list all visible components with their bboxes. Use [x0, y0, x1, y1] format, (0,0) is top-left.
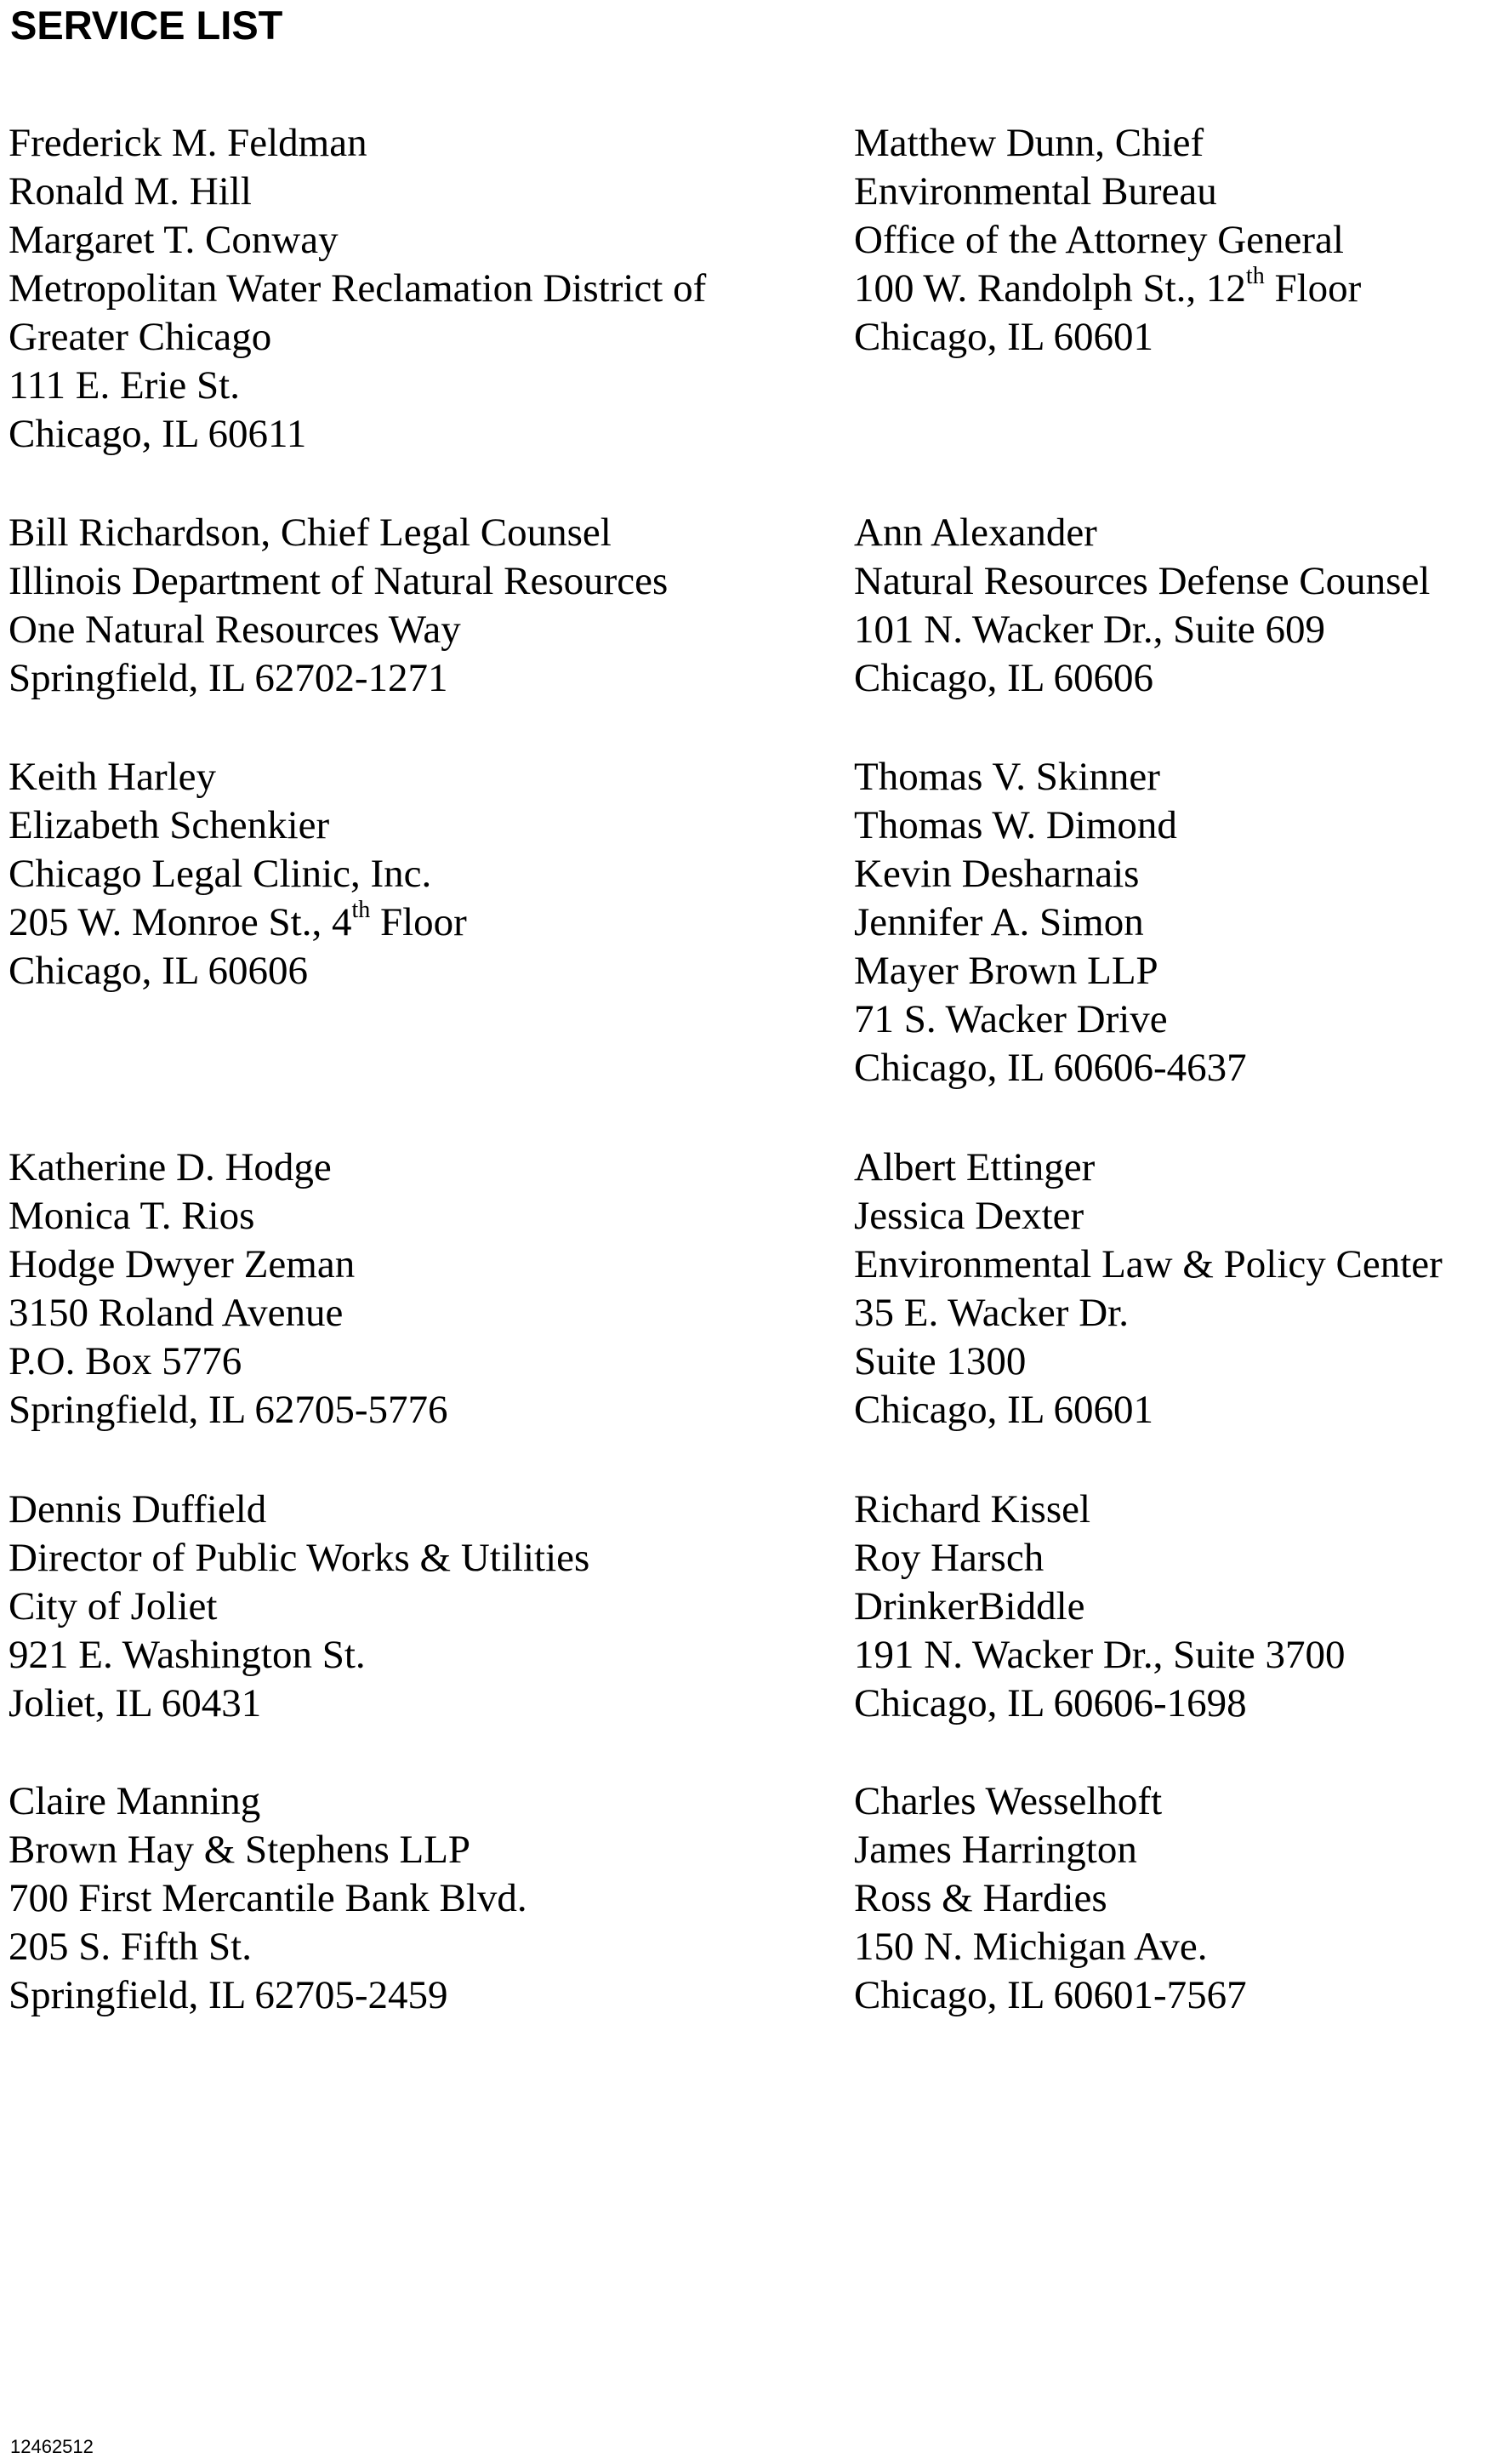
service-entry-drinker-biddle — [854, 1486, 1346, 1728]
entry-line: 150 N. Michigan Ave. — [854, 1925, 1208, 1969]
entry-line: Chicago, IL 60606-4637 — [854, 1046, 1247, 1090]
ordinal-suffix: th — [1245, 263, 1265, 290]
service-entry-mayer-brown — [854, 753, 1247, 1092]
entry-line: Charles Wesselhoft — [854, 1779, 1163, 1823]
entry-line: Frederick M. Feldman — [9, 121, 367, 165]
document-number: 12462512 — [10, 2436, 94, 2457]
service-entry-elpc — [854, 1144, 1443, 1434]
entry-line: Elizabeth Schenkier — [9, 803, 330, 847]
entry-line: Chicago, IL 60601 — [854, 1388, 1153, 1432]
ordinal-suffix: th — [351, 897, 371, 924]
entry-line: Keith Harley — [9, 755, 217, 799]
service-entry-ross-hardies — [854, 1777, 1247, 2020]
street-text-end: Floor — [1264, 266, 1362, 311]
entry-line: DrinkerBiddle — [854, 1584, 1085, 1628]
entry-line: One Natural Resources Way — [9, 607, 461, 652]
entry-line: Chicago, IL 60611 — [9, 412, 307, 456]
entry-line: 71 S. Wacker Drive — [854, 997, 1168, 1041]
entry-line: Kevin Desharnais — [854, 852, 1140, 896]
entry-line: Ann Alexander — [854, 510, 1097, 555]
entry-line: Natural Resources Defense Counsel — [854, 559, 1431, 603]
entry-street-line — [854, 265, 1361, 313]
entry-line: Chicago Legal Clinic, Inc. — [9, 852, 432, 896]
street-text-end: Floor — [370, 900, 467, 944]
entry-line: Brown Hay & Stephens LLP — [9, 1828, 471, 1872]
entry-line: Chicago, IL 60601-7567 — [854, 1973, 1247, 2017]
entry-line: Hodge Dwyer Zeman — [9, 1242, 356, 1286]
entry-line: 101 N. Wacker Dr., Suite 609 — [854, 607, 1326, 652]
entry-line: Roy Harsch — [854, 1536, 1044, 1580]
entry-line: Springfield, IL 62705-5776 — [9, 1388, 448, 1432]
entry-line: James Harrington — [854, 1828, 1137, 1872]
service-entry-idnr — [9, 509, 668, 703]
entry-line: Illinois Department of Natural Resources — [9, 559, 669, 603]
service-entry-hodge-dwyer-zeman — [9, 1144, 448, 1434]
service-entry-chicago-legal-clinic — [9, 753, 467, 995]
service-entry-mwrd — [9, 119, 706, 459]
entry-line: Chicago, IL 60606-1698 — [854, 1681, 1247, 1725]
service-entry-city-of-joliet — [9, 1486, 589, 1728]
entry-line: Dennis Duffield — [9, 1487, 267, 1531]
entry-line: Springfield, IL 62702-1271 — [9, 656, 448, 700]
service-entry-nrdc — [854, 509, 1430, 703]
service-entry-brown-hay-stephens — [9, 1777, 527, 2020]
entry-line: Office of the Attorney General — [854, 218, 1344, 262]
entry-line: Environmental Bureau — [854, 169, 1217, 214]
entry-line: 700 First Mercantile Bank Blvd. — [9, 1876, 527, 1920]
entry-line: Chicago, IL 60606 — [9, 949, 308, 993]
entry-line: Joliet, IL 60431 — [9, 1681, 262, 1725]
entry-line: Chicago, IL 60601 — [854, 315, 1153, 359]
entry-line: City of Joliet — [9, 1584, 218, 1628]
entry-line: Thomas V. Skinner — [854, 755, 1160, 799]
entry-line: Mayer Brown LLP — [854, 949, 1158, 993]
entry-line: Jennifer A. Simon — [854, 900, 1144, 944]
entry-line: 921 E. Washington St. — [9, 1633, 366, 1677]
entry-line: Monica T. Rios — [9, 1194, 255, 1238]
entry-line: Springfield, IL 62705-2459 — [9, 1973, 448, 2017]
entry-line: Chicago, IL 60606 — [854, 656, 1153, 700]
entry-line: 205 S. Fifth St. — [9, 1925, 252, 1969]
entry-line: Margaret T. Conway — [9, 218, 339, 262]
entry-line: 35 E. Wacker Dr. — [854, 1291, 1129, 1335]
page-title: SERVICE LIST — [10, 3, 283, 48]
street-text: 205 W. Monroe St., 4 — [9, 900, 352, 944]
entry-line: Matthew Dunn, Chief — [854, 121, 1204, 165]
entry-street-line — [9, 898, 467, 947]
entry-line: Bill Richardson, Chief Legal Counsel — [9, 510, 612, 555]
entry-line: Suite 1300 — [854, 1339, 1027, 1383]
entry-line: 3150 Roland Avenue — [9, 1291, 344, 1335]
entry-line: Ronald M. Hill — [9, 169, 252, 214]
entry-line: 191 N. Wacker Dr., Suite 3700 — [854, 1633, 1346, 1677]
entry-line: Katherine D. Hodge — [9, 1145, 332, 1189]
entry-line: Richard Kissel — [854, 1487, 1091, 1531]
entry-line: 111 E. Erie St. — [9, 363, 240, 408]
entry-line: Greater Chicago — [9, 315, 272, 359]
entry-line: Claire Manning — [9, 1779, 261, 1823]
entry-line: Metropolitan Water Reclamation District of — [9, 266, 707, 311]
entry-line: Jessica Dexter — [854, 1194, 1084, 1238]
entry-line: Director of Public Works & Utilities — [9, 1536, 590, 1580]
entry-line: Ross & Hardies — [854, 1876, 1107, 1920]
service-entry-attorney-general — [854, 119, 1361, 362]
entry-line: Albert Ettinger — [854, 1145, 1096, 1189]
street-text: 100 W. Randolph St., 12 — [854, 266, 1246, 311]
entry-line: P.O. Box 5776 — [9, 1339, 242, 1383]
entry-line: Thomas W. Dimond — [854, 803, 1177, 847]
entry-line: Environmental Law & Policy Center — [854, 1242, 1443, 1286]
